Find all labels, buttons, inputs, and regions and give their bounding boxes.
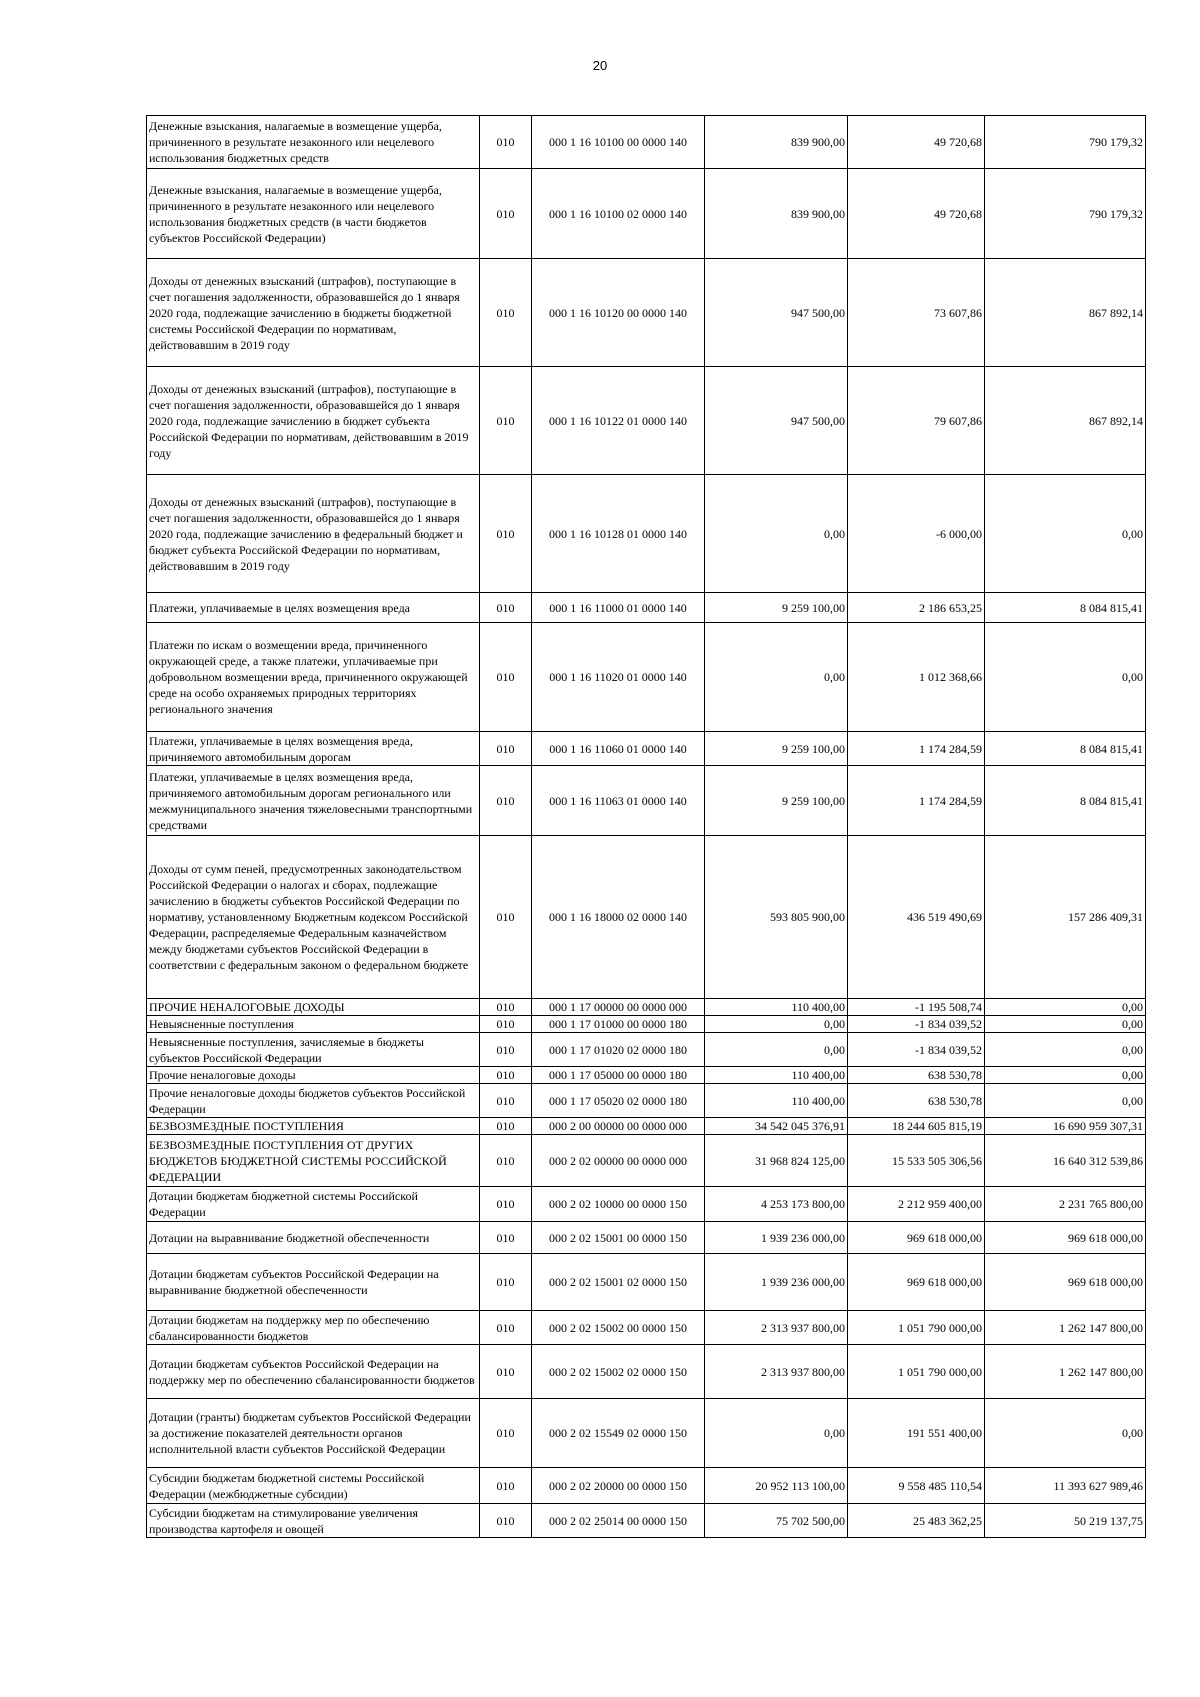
- unexecuted-amount-cell: 1 262 147 800,00: [985, 1345, 1146, 1399]
- approved-amount-cell: 31 968 824 125,00: [705, 1135, 848, 1187]
- table-row: [147, 1345, 1146, 1399]
- table-row: [147, 1135, 1146, 1187]
- classification-code-cell: 000 2 02 25014 00 0000 150: [532, 1504, 705, 1538]
- table-row: [147, 1118, 1146, 1135]
- classification-code-cell: 000 1 17 01020 02 0000 180: [532, 1033, 705, 1067]
- classification-code-cell: 000 2 02 15002 00 0000 150: [532, 1311, 705, 1345]
- table-row: [147, 1222, 1146, 1254]
- admin-code-cell: 010: [480, 836, 532, 999]
- executed-amount-cell: 2 212 959 400,00: [848, 1187, 985, 1222]
- admin-code-cell: 010: [480, 766, 532, 836]
- admin-code-cell: 010: [480, 1254, 532, 1311]
- table-row: [147, 999, 1146, 1016]
- unexecuted-amount-cell: 969 618 000,00: [985, 1222, 1146, 1254]
- admin-code-cell: 010: [480, 732, 532, 766]
- admin-code-cell: 010: [480, 1033, 532, 1067]
- table-row: [147, 1033, 1146, 1067]
- unexecuted-amount-cell: 0,00: [985, 1016, 1146, 1033]
- approved-amount-cell: 947 500,00: [705, 259, 848, 367]
- approved-amount-cell: 0,00: [705, 1016, 848, 1033]
- unexecuted-amount-cell: 2 231 765 800,00: [985, 1187, 1146, 1222]
- executed-amount-cell: 191 551 400,00: [848, 1399, 985, 1468]
- executed-amount-cell: 25 483 362,25: [848, 1504, 985, 1538]
- income-name-cell: Субсидии бюджетам на стимулирование увеличения производства картофеля и овощей: [147, 1504, 480, 1538]
- approved-amount-cell: 1 939 236 000,00: [705, 1254, 848, 1311]
- table-body: [147, 116, 1146, 1538]
- unexecuted-amount-cell: 790 179,32: [985, 116, 1146, 169]
- executed-amount-cell: 436 519 490,69: [848, 836, 985, 999]
- income-name-cell: Платежи, уплачиваемые в целях возмещения вреда: [147, 593, 480, 623]
- table-row: [147, 1016, 1146, 1033]
- revenue-table: [146, 115, 1146, 1538]
- table-row: [147, 1254, 1146, 1311]
- table-row: [147, 732, 1146, 766]
- unexecuted-amount-cell: 969 618 000,00: [985, 1254, 1146, 1311]
- classification-code-cell: 000 1 16 11020 01 0000 140: [532, 623, 705, 732]
- admin-code-cell: 010: [480, 1118, 532, 1135]
- admin-code-cell: 010: [480, 1504, 532, 1538]
- income-name-cell: Доходы от денежных взысканий (штрафов), поступающие в счет погашения задолженности, образовавшейся до 1 января 2020 года, подлежащие зачислению в бюджеты бюджетной системы Российской Федерации по нормативам, действовавшим в 2019 году: [147, 259, 480, 367]
- executed-amount-cell: 1 174 284,59: [848, 766, 985, 836]
- approved-amount-cell: 110 400,00: [705, 1084, 848, 1118]
- table-row: [147, 1504, 1146, 1538]
- executed-amount-cell: 969 618 000,00: [848, 1222, 985, 1254]
- approved-amount-cell: 110 400,00: [705, 999, 848, 1016]
- table-row: [147, 623, 1146, 732]
- approved-amount-cell: 0,00: [705, 1033, 848, 1067]
- table-row: [147, 169, 1146, 259]
- table-row: [147, 367, 1146, 475]
- unexecuted-amount-cell: 1 262 147 800,00: [985, 1311, 1146, 1345]
- executed-amount-cell: 79 607,86: [848, 367, 985, 475]
- unexecuted-amount-cell: 8 084 815,41: [985, 766, 1146, 836]
- page-number: 20: [592, 58, 608, 73]
- unexecuted-amount-cell: 50 219 137,75: [985, 1504, 1146, 1538]
- approved-amount-cell: 9 259 100,00: [705, 593, 848, 623]
- unexecuted-amount-cell: 16 640 312 539,86: [985, 1135, 1146, 1187]
- classification-code-cell: 000 2 02 15001 02 0000 150: [532, 1254, 705, 1311]
- unexecuted-amount-cell: 867 892,14: [985, 259, 1146, 367]
- unexecuted-amount-cell: 16 690 959 307,31: [985, 1118, 1146, 1135]
- approved-amount-cell: 20 952 113 100,00: [705, 1468, 848, 1504]
- admin-code-cell: 010: [480, 1399, 532, 1468]
- executed-amount-cell: 2 186 653,25: [848, 593, 985, 623]
- table-row: [147, 1084, 1146, 1118]
- table-row: [147, 766, 1146, 836]
- income-name-cell: Субсидии бюджетам бюджетной системы Российской Федерации (межбюджетные субсидии): [147, 1468, 480, 1504]
- classification-code-cell: 000 1 16 10128 01 0000 140: [532, 475, 705, 593]
- income-name-cell: Денежные взыскания, налагаемые в возмещение ущерба, причиненного в результате незаконного или нецелевого использования бюджетных средств: [147, 116, 480, 169]
- approved-amount-cell: 839 900,00: [705, 116, 848, 169]
- table-row: [147, 475, 1146, 593]
- executed-amount-cell: 1 051 790 000,00: [848, 1311, 985, 1345]
- income-name-cell: Дотации бюджетам субъектов Российской Федерации на поддержку мер по обеспечению сбалансированности бюджетов: [147, 1345, 480, 1399]
- income-name-cell: Доходы от денежных взысканий (штрафов), поступающие в счет погашения задолженности, образовавшейся до 1 января 2020 года, подлежащие зачислению в бюджет субъекта Российской Федерации по нормативам, действовавшим в 2019 году: [147, 367, 480, 475]
- table-row: [147, 1399, 1146, 1468]
- admin-code-cell: 010: [480, 475, 532, 593]
- unexecuted-amount-cell: 0,00: [985, 1067, 1146, 1084]
- approved-amount-cell: 593 805 900,00: [705, 836, 848, 999]
- unexecuted-amount-cell: 11 393 627 989,46: [985, 1468, 1146, 1504]
- unexecuted-amount-cell: 8 084 815,41: [985, 593, 1146, 623]
- executed-amount-cell: -6 000,00: [848, 475, 985, 593]
- classification-code-cell: 000 2 02 00000 00 0000 000: [532, 1135, 705, 1187]
- classification-code-cell: 000 2 02 10000 00 0000 150: [532, 1187, 705, 1222]
- unexecuted-amount-cell: 867 892,14: [985, 367, 1146, 475]
- approved-amount-cell: 9 259 100,00: [705, 766, 848, 836]
- approved-amount-cell: 110 400,00: [705, 1067, 848, 1084]
- admin-code-cell: 010: [480, 593, 532, 623]
- approved-amount-cell: 947 500,00: [705, 367, 848, 475]
- executed-amount-cell: -1 834 039,52: [848, 1016, 985, 1033]
- table-row: [147, 1187, 1146, 1222]
- classification-code-cell: 000 1 16 11063 01 0000 140: [532, 766, 705, 836]
- approved-amount-cell: 2 313 937 800,00: [705, 1311, 848, 1345]
- executed-amount-cell: 1 051 790 000,00: [848, 1345, 985, 1399]
- executed-amount-cell: 1 174 284,59: [848, 732, 985, 766]
- income-name-cell: Прочие неналоговые доходы бюджетов субъектов Российской Федерации: [147, 1084, 480, 1118]
- executed-amount-cell: 18 244 605 815,19: [848, 1118, 985, 1135]
- income-name-cell: Дотации бюджетам бюджетной системы Российской Федерации: [147, 1187, 480, 1222]
- income-name-cell: Доходы от денежных взысканий (штрафов), поступающие в счет погашения задолженности, образовавшейся до 1 января 2020 года, подлежащие зачислению в федеральный бюджет и бюджет субъекта Российской Федерации по нормативам, действовавшим в 2019 году: [147, 475, 480, 593]
- income-name-cell: Доходы от сумм пеней, предусмотренных законодательством Российской Федерации о налогах и сборах, подлежащие зачислению в бюджеты субъектов Российской Федерации по нормативу, установленному Бюджетным кодексом Российской Федерации, распределяемые Федеральным казначейством между бюджетами субъектов Российской Федерации в соответствии с федеральным законом о федеральном бюджете: [147, 836, 480, 999]
- admin-code-cell: 010: [480, 1084, 532, 1118]
- classification-code-cell: 000 2 00 00000 00 0000 000: [532, 1118, 705, 1135]
- unexecuted-amount-cell: 0,00: [985, 999, 1146, 1016]
- approved-amount-cell: 0,00: [705, 475, 848, 593]
- executed-amount-cell: 49 720,68: [848, 169, 985, 259]
- executed-amount-cell: 969 618 000,00: [848, 1254, 985, 1311]
- classification-code-cell: 000 1 16 11060 01 0000 140: [532, 732, 705, 766]
- classification-code-cell: 000 1 17 00000 00 0000 000: [532, 999, 705, 1016]
- income-name-cell: Дотации (гранты) бюджетам субъектов Российской Федерации за достижение показателей деятельности органов исполнительной власти субъектов Российской Федерации: [147, 1399, 480, 1468]
- approved-amount-cell: 0,00: [705, 623, 848, 732]
- table-row: [147, 1468, 1146, 1504]
- classification-code-cell: 000 2 02 15549 02 0000 150: [532, 1399, 705, 1468]
- admin-code-cell: 010: [480, 1222, 532, 1254]
- income-name-cell: ПРОЧИЕ НЕНАЛОГОВЫЕ ДОХОДЫ: [147, 999, 480, 1016]
- approved-amount-cell: 4 253 173 800,00: [705, 1187, 848, 1222]
- executed-amount-cell: -1 834 039,52: [848, 1033, 985, 1067]
- unexecuted-amount-cell: 8 084 815,41: [985, 732, 1146, 766]
- income-name-cell: Невыясненные поступления, зачисляемые в бюджеты субъектов Российской Федерации: [147, 1033, 480, 1067]
- table-row: [147, 116, 1146, 169]
- executed-amount-cell: 49 720,68: [848, 116, 985, 169]
- admin-code-cell: 010: [480, 1345, 532, 1399]
- income-name-cell: Дотации на выравнивание бюджетной обеспеченности: [147, 1222, 480, 1254]
- approved-amount-cell: 9 259 100,00: [705, 732, 848, 766]
- approved-amount-cell: 0,00: [705, 1399, 848, 1468]
- income-name-cell: Платежи, уплачиваемые в целях возмещения вреда, причиняемого автомобильным дорогам: [147, 732, 480, 766]
- table-row: [147, 1311, 1146, 1345]
- classification-code-cell: 000 1 16 11000 01 0000 140: [532, 593, 705, 623]
- admin-code-cell: 010: [480, 259, 532, 367]
- executed-amount-cell: 15 533 505 306,56: [848, 1135, 985, 1187]
- executed-amount-cell: 1 012 368,66: [848, 623, 985, 732]
- classification-code-cell: 000 1 16 18000 02 0000 140: [532, 836, 705, 999]
- approved-amount-cell: 1 939 236 000,00: [705, 1222, 848, 1254]
- unexecuted-amount-cell: 157 286 409,31: [985, 836, 1146, 999]
- unexecuted-amount-cell: 0,00: [985, 1084, 1146, 1118]
- admin-code-cell: 010: [480, 1067, 532, 1084]
- income-name-cell: БЕЗВОЗМЕЗДНЫЕ ПОСТУПЛЕНИЯ ОТ ДРУГИХ БЮДЖЕТОВ БЮДЖЕТНОЙ СИСТЕМЫ РОССИЙСКОЙ ФЕДЕРАЦИИ: [147, 1135, 480, 1187]
- classification-code-cell: 000 1 16 10122 01 0000 140: [532, 367, 705, 475]
- admin-code-cell: 010: [480, 623, 532, 732]
- admin-code-cell: 010: [480, 116, 532, 169]
- approved-amount-cell: 839 900,00: [705, 169, 848, 259]
- classification-code-cell: 000 2 02 20000 00 0000 150: [532, 1468, 705, 1504]
- unexecuted-amount-cell: 0,00: [985, 623, 1146, 732]
- income-name-cell: Невыясненные поступления: [147, 1016, 480, 1033]
- executed-amount-cell: 638 530,78: [848, 1084, 985, 1118]
- table-row: [147, 259, 1146, 367]
- income-name-cell: Платежи, уплачиваемые в целях возмещения вреда, причиняемого автомобильным дорогам регионального или межмуниципального значения тяжеловесными транспортными средствами: [147, 766, 480, 836]
- unexecuted-amount-cell: 790 179,32: [985, 169, 1146, 259]
- classification-code-cell: 000 1 16 10120 00 0000 140: [532, 259, 705, 367]
- admin-code-cell: 010: [480, 1135, 532, 1187]
- classification-code-cell: 000 1 17 05020 02 0000 180: [532, 1084, 705, 1118]
- classification-code-cell: 000 1 16 10100 02 0000 140: [532, 169, 705, 259]
- executed-amount-cell: 9 558 485 110,54: [848, 1468, 985, 1504]
- table-row: [147, 1067, 1146, 1084]
- income-name-cell: Денежные взыскания, налагаемые в возмещение ущерба, причиненного в результате незаконного или нецелевого использования бюджетных средств (в части бюджетов субъектов Российской Федерации): [147, 169, 480, 259]
- unexecuted-amount-cell: 0,00: [985, 1399, 1146, 1468]
- classification-code-cell: 000 1 17 01000 00 0000 180: [532, 1016, 705, 1033]
- classification-code-cell: 000 1 16 10100 00 0000 140: [532, 116, 705, 169]
- admin-code-cell: 010: [480, 1187, 532, 1222]
- table-row: [147, 836, 1146, 999]
- approved-amount-cell: 2 313 937 800,00: [705, 1345, 848, 1399]
- income-name-cell: Платежи по искам о возмещении вреда, причиненного окружающей среде, а также платежи, уплачиваемые при добровольном возмещении вреда, причиненного окружающей среде на особо охраняемых природных территориях регионального значения: [147, 623, 480, 732]
- unexecuted-amount-cell: 0,00: [985, 475, 1146, 593]
- approved-amount-cell: 75 702 500,00: [705, 1504, 848, 1538]
- unexecuted-amount-cell: 0,00: [985, 1033, 1146, 1067]
- admin-code-cell: 010: [480, 367, 532, 475]
- income-name-cell: Дотации бюджетам на поддержку мер по обеспечению сбалансированности бюджетов: [147, 1311, 480, 1345]
- table-row: [147, 593, 1146, 623]
- approved-amount-cell: 34 542 045 376,91: [705, 1118, 848, 1135]
- admin-code-cell: 010: [480, 169, 532, 259]
- classification-code-cell: 000 2 02 15001 00 0000 150: [532, 1222, 705, 1254]
- classification-code-cell: 000 1 17 05000 00 0000 180: [532, 1067, 705, 1084]
- executed-amount-cell: 638 530,78: [848, 1067, 985, 1084]
- admin-code-cell: 010: [480, 1311, 532, 1345]
- admin-code-cell: 010: [480, 999, 532, 1016]
- income-name-cell: Прочие неналоговые доходы: [147, 1067, 480, 1084]
- executed-amount-cell: 73 607,86: [848, 259, 985, 367]
- income-name-cell: Дотации бюджетам субъектов Российской Федерации на выравнивание бюджетной обеспеченности: [147, 1254, 480, 1311]
- executed-amount-cell: -1 195 508,74: [848, 999, 985, 1016]
- classification-code-cell: 000 2 02 15002 02 0000 150: [532, 1345, 705, 1399]
- admin-code-cell: 010: [480, 1468, 532, 1504]
- income-name-cell: БЕЗВОЗМЕЗДНЫЕ ПОСТУПЛЕНИЯ: [147, 1118, 480, 1135]
- admin-code-cell: 010: [480, 1016, 532, 1033]
